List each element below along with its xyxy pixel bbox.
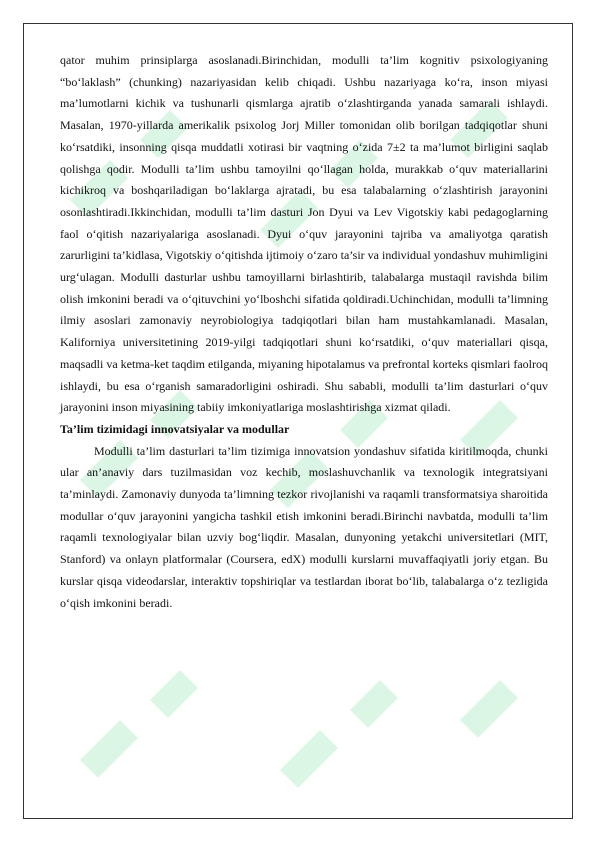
paragraph-innovations: Modulli ta’lim dasturlari ta’lim tizimiga innovatsion yondashuv sifatida kiritilmoqda, chunki ular an’anaviy dars tuzilmasidan voz kechib, moslashuvchanlik va texnologik integratsiyani ta’minlaydi. Zamonaviy dunyoda ta’limning tezkor rivojlanishi va raqamli transformatsiya sharoitida modullar o‘quv jarayonini yangicha tashkil etish imkonini beradi.Birinchi navbatda, modulli ta’lim raqamli texnologiyalar bilan uzviy bog‘liqdir. Masalan, dunyoning yetakchi universitetlari (MIT, Stanford) va onlayn platformalar (Coursera, edX) modulli kurslarni muvaffaqiyatli joriy etgan. Bu kurslar qisqa videodarslar, interaktiv topshiriqlar va testlardan iborat bo‘lib, talabalarga o‘z tezligida o‘qish imkonini beradi.	[60, 443, 548, 610]
paragraph-intro: qator muhim prinsiplarga asoslanadi.Birinchidan, modulli ta’lim kognitiv psixologiyaning “bo‘laklash” (chunking) nazariyasidan kelib chiqadi. Ushbu nazariyaga ko‘ra, inson miyasi ma’lumotlarni kichik va tushunarli qismlarga ajratib o‘zlashtirganda yanada samarali ishlaydi. Masalan, 1970-yillarda amerikalik psixolog Jorj Miller tomonidan olib borilgan tadqiqotlar shuni ko‘rsatdiki, insonning qisqa muddatli xotirasi bir vaqtning o‘zida 7±2 ta ma’lumot birligini saqlab qolishga qodir. Modulli ta’lim ushbu tamoyilni qo‘llagan holda, murakkab o‘quv materiallarini kichikroq va boshqariladigan bo‘laklarga ajratadi, bu esa talabalarning o‘zlashtirish jarayonini osonlashtiradi.Ikkinchidan, modulli ta’lim dasturi Jon Dyui va Lev Vigotskiy kabi pedagoglarning faol o‘qitish nazariyalariga asoslanadi. Dyui o‘quv jarayonini tajriba va amaliyotga qaratish zarurligini ta’kidlasa, Vigotskiy o‘qitishda ijtimoiy o‘zaro ta’sir va individual yondashuv muhimligini urg‘ulagan. Modulli dasturlar ushbu tamoyillarni birlashtirib, talabalarga mustaqil ravishda bilim olish imkonini beradi va o‘qituvchini yo‘lboshchi sifatida qoldiradi.Uchinchidan, modulli ta’limning ilmiy asoslari zamonaviy neyrobiologiya tadqiqotlari bilan ham mustahkamlanadi. Masalan, Kaliforniya universitetining 2019-yilgi tadqiqotlari shuni ko‘rsatdiki, o‘quv materiallari qisqa, maqsadli va ketma-ket taqdim etilganda, miyaning hipotalamus va prefrontal korteks qismlari faolroq ishlaydi, bu esa o‘rganish samaradorligini oshiradi. Shu sababli, modulli ta’lim dasturlari o‘quv jarayonini inson miyasining tabiiy imkoniyatlariga moslashtirishga xizmat qiladi.	[60, 53, 548, 415]
section-heading: Ta’lim tizimidagi innovatsiyalar va modullar	[60, 421, 290, 436]
document-body	[60, 50, 548, 614]
